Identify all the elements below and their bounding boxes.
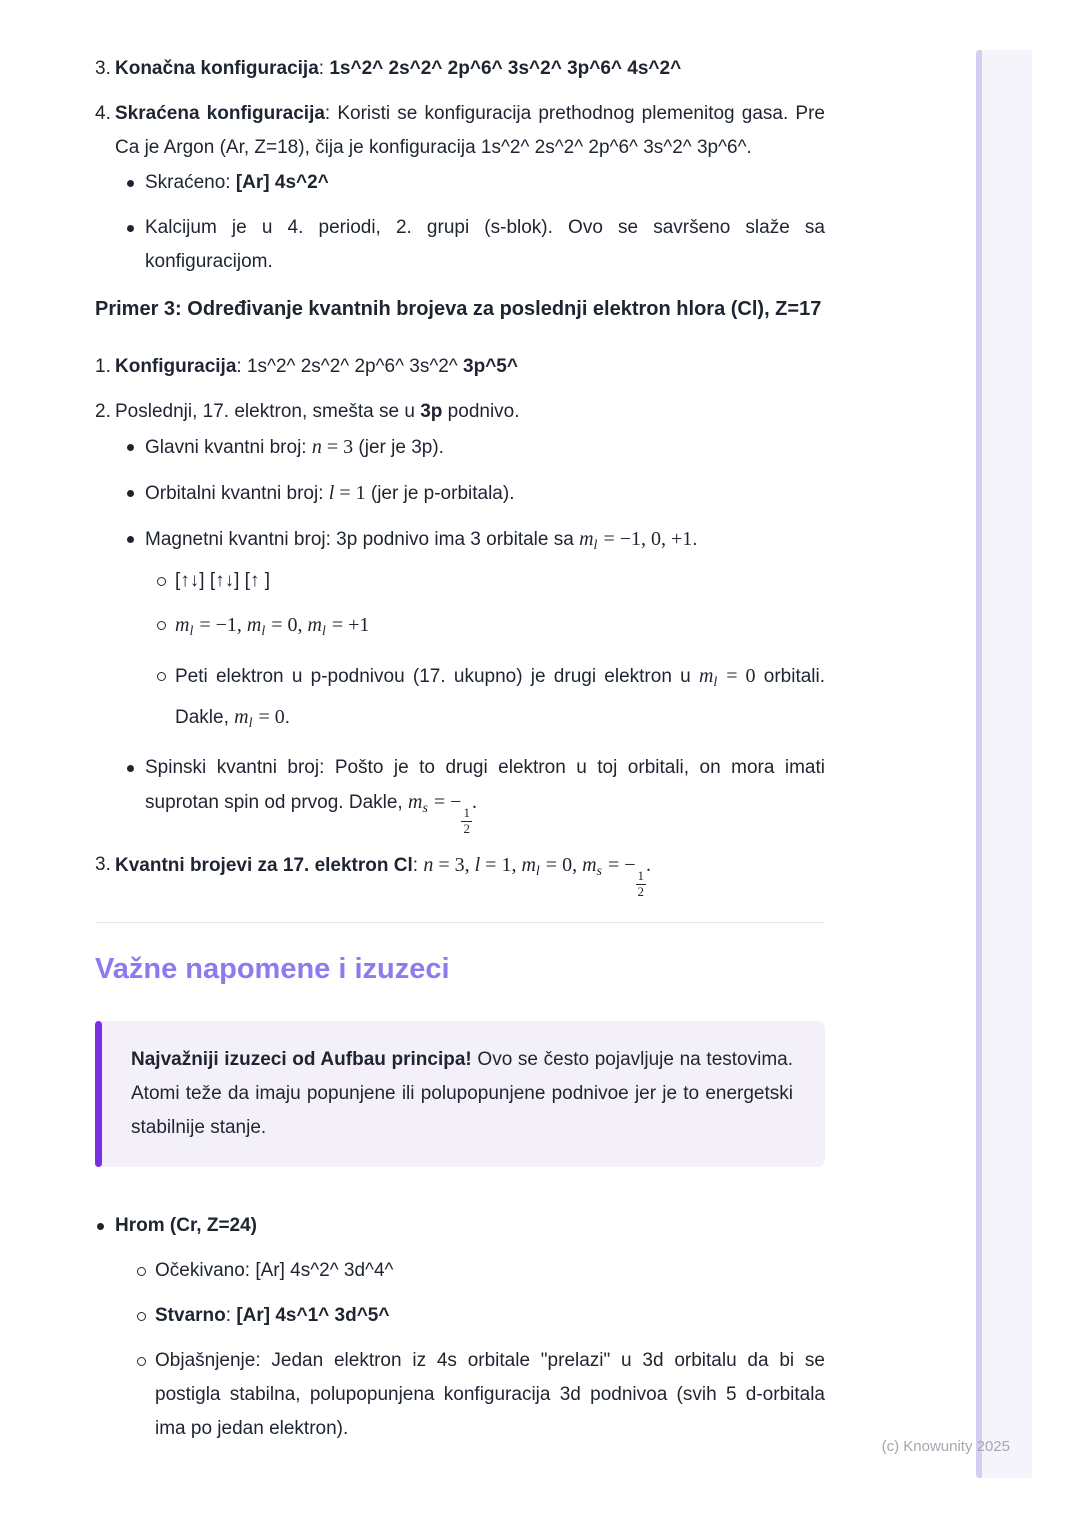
text-segment: Glavni kvantni broj: [145, 437, 312, 458]
math-segment: = −1, [194, 614, 247, 636]
list-item [95, 848, 825, 900]
list-item [125, 166, 825, 200]
list-item-text [175, 659, 825, 741]
list-item [135, 1254, 825, 1288]
list-marker [125, 166, 145, 200]
math-segment: l [474, 853, 481, 876]
math-segment: m [234, 706, 249, 728]
list-item [95, 52, 825, 86]
bullet-circle-icon [137, 1312, 146, 1321]
fraction-numerator: 1 [637, 867, 645, 883]
bullet-disc-icon [127, 444, 134, 451]
list-item-text [145, 430, 825, 465]
math-segment: m [246, 614, 262, 636]
text-segment: [Ar] 4s^1^ 3d^5^ [236, 1304, 390, 1326]
math-segment: = 0, [266, 614, 308, 636]
list-item [135, 1299, 825, 1333]
list-marker [135, 1254, 155, 1288]
bullet-circle-icon [157, 577, 166, 586]
text-segment: [Ar] 4s^2^ [235, 172, 329, 193]
list-item-text [115, 1209, 825, 1243]
text-segment: . [692, 529, 698, 550]
list-marker [125, 211, 145, 279]
text-segment: Kvantni brojevi za 17. elektron Cl [115, 854, 413, 876]
text-segment: Očekivano: [Ar] 4s^2^ 3d^4^ [155, 1259, 394, 1281]
list-item-text [145, 751, 825, 837]
text-segment: Skraćeno: [145, 172, 236, 193]
text-segment: Peti elektron u p-podnivou (17. ukupno) je drugi elektron u [175, 666, 699, 687]
text-segment: Ovo se često pojavljuje na testovima. Atomi teže da imaju popunjene ili polupopunjene podnivoe jer je to energetski stabilnije stanje. [131, 1048, 793, 1138]
list-item [155, 659, 825, 741]
fraction-denominator: 2 [463, 820, 470, 836]
list-marker: 4. [95, 103, 111, 124]
text-segment: orbitali. Dakle, [175, 666, 826, 728]
list-marker [125, 522, 145, 563]
math-segment: n [311, 436, 322, 458]
text-segment: (jer je 3p). [353, 437, 444, 458]
bullet-disc-icon [127, 536, 134, 543]
math-segment: m [307, 614, 322, 636]
list-marker [125, 751, 145, 837]
math-segment: m [408, 791, 423, 813]
math-segment: = − [602, 853, 636, 876]
text-segment: podnivo. [442, 401, 520, 422]
math-segment: n [423, 853, 434, 876]
callout-accent-bar [95, 1021, 102, 1167]
list-item-text [155, 1299, 825, 1333]
math-segment: l [321, 624, 326, 639]
text-segment: Stvarno [155, 1304, 226, 1326]
fraction [461, 806, 472, 837]
list-item-text [145, 211, 825, 279]
list-item [95, 395, 825, 429]
list-item-text [155, 1254, 825, 1288]
math-segment: l [713, 675, 718, 690]
math-segment: l [189, 624, 194, 639]
bullet-disc-icon [127, 765, 134, 772]
math-segment: = 3 [321, 436, 354, 458]
math-segment: l [261, 624, 266, 639]
math-segment: = −1, 0, +1 [598, 528, 693, 550]
list-marker: 3. [95, 853, 111, 875]
text-segment: Hrom (Cr, Z=24) [115, 1214, 258, 1236]
math-segment: = 3, [433, 853, 475, 876]
list-marker: 1. [95, 356, 111, 377]
math-segment: s [422, 801, 428, 816]
callout-text [131, 1043, 793, 1145]
list-item-text [155, 1344, 825, 1446]
text-segment: Poslednji, 17. elektron, smešta se u [115, 401, 421, 422]
math-segment: = 1, [480, 853, 522, 876]
math-segment: s [596, 863, 602, 879]
text-segment: Konfiguracija [115, 356, 237, 377]
list-item [95, 97, 825, 165]
math-segment: = 0 [253, 706, 285, 728]
math-segment: m [582, 853, 597, 876]
text-segment: Orbitalni kvantni broj: [145, 483, 329, 504]
text-segment: : [225, 1304, 237, 1326]
bullet-circle-icon [157, 621, 166, 630]
list-marker [155, 564, 175, 598]
text-segment: : Koristi se konfiguracija prethodnog plemenitog gasa. Pre Ca je Argon (Ar, Z=18), čija je konfiguracija 1s^2^ 2s^2^ 2p^6^ 3s^2^ 3p^6^. [115, 103, 825, 158]
document-content [95, 0, 825, 1457]
bullet-circle-icon [157, 672, 166, 681]
callout-box [95, 1021, 825, 1167]
bullet-disc-icon [127, 490, 134, 497]
math-segment: = 1 [334, 482, 366, 504]
math-segment: . [471, 791, 477, 813]
list-item-text [145, 166, 825, 200]
text-segment: (jer je p-orbitala). [365, 483, 515, 504]
list-item-text [175, 608, 825, 649]
section-heading [95, 951, 825, 987]
text-segment: . [284, 707, 291, 728]
list-item [125, 430, 825, 465]
bullet-circle-icon [137, 1357, 146, 1366]
bullet-disc-icon [97, 1223, 104, 1230]
text-segment: Konačna konfiguracija [115, 58, 319, 79]
list-item [95, 1209, 825, 1243]
math-segment: m [175, 614, 190, 636]
list-item-text [115, 395, 825, 429]
list-marker [135, 1299, 155, 1333]
math-segment: = 0, [540, 853, 583, 876]
math-segment: l [248, 716, 253, 731]
math-segment: = − [428, 791, 462, 813]
text-segment: 3p [420, 401, 443, 422]
list-marker: 3. [95, 58, 111, 79]
text-segment: Objašnjenje: Jedan elektron iz 4s orbitale "prelazi" u 3d orbitalu da bi se postigla stabilna, polupopunjena konfiguracija 3d podnivoa (svih 5 d-orbitala ima po jedan elektron). [155, 1349, 825, 1439]
math-segment: l [535, 863, 540, 879]
text-segment: 3p^5^ [463, 356, 518, 377]
list-item [125, 751, 825, 837]
section-divider [95, 922, 825, 923]
list-item [95, 350, 825, 384]
list-item-text [175, 564, 825, 598]
list-item [155, 608, 825, 649]
list-item-text [115, 52, 825, 86]
math-segment: = +1 [326, 614, 370, 636]
math-segment: m [698, 665, 714, 687]
list-item-text [115, 350, 825, 384]
list-item [135, 1344, 825, 1446]
list-marker [155, 608, 175, 649]
list-marker: 2. [95, 401, 111, 422]
math-segment: l [593, 538, 598, 553]
text-segment: Važne napomene i izuzeci [95, 952, 450, 985]
list-item [125, 476, 825, 511]
bullet-disc-icon [127, 180, 134, 187]
list-item-text [145, 522, 825, 563]
list-marker [125, 476, 145, 511]
math-segment: = 0 [718, 665, 756, 687]
text-segment: Primer 3: Određivanje kvantnih brojeva za poslednji elektron hlora (Cl), Z=17 [95, 298, 822, 320]
text-segment: : [318, 58, 330, 79]
list-marker [135, 1344, 155, 1446]
list-marker [95, 1209, 115, 1243]
text-segment: [↑↓] [↑↓] [↑ ] [175, 570, 271, 591]
text-segment: : [412, 854, 424, 876]
text-segment: Kalcijum je u 4. periodi, 2. grupi (s-blok). Ovo se savršeno slaže sa konfiguracijom. [145, 217, 825, 272]
text-segment: Najvažniji izuzeci od Aufbau principa! [131, 1048, 472, 1070]
list-item [125, 211, 825, 279]
text-segment: : 1s^2^ 2s^2^ 2p^6^ 3s^2^ [236, 356, 464, 377]
math-segment: m [579, 528, 594, 550]
math-segment: l [328, 482, 335, 504]
list-marker [125, 430, 145, 465]
list-item-text [145, 476, 825, 511]
bullet-circle-icon [137, 1267, 146, 1276]
fraction-numerator: 1 [463, 805, 470, 820]
side-panel-edge [976, 50, 1032, 1478]
math-segment: m [521, 853, 536, 876]
text-segment: Skraćena konfiguracija [115, 103, 325, 124]
list-marker [155, 659, 175, 741]
math-segment: . [646, 853, 652, 876]
example-heading [95, 290, 825, 328]
fraction [636, 869, 647, 900]
list-item-text [115, 848, 825, 900]
fraction-denominator: 2 [637, 883, 645, 899]
copyright-footer: (c) Knowunity 2025 [881, 1438, 1010, 1455]
text-segment: 1s^2^ 2s^2^ 2p^6^ 3s^2^ 3p^6^ 4s^2^ [329, 58, 682, 79]
list-item [155, 564, 825, 598]
text-segment: Magnetni kvantni broj: 3p podnivo ima 3 orbitale sa [145, 529, 580, 550]
list-item-text [115, 97, 825, 165]
bullet-disc-icon [127, 225, 134, 232]
text-segment: Spinski kvantni broj: Pošto je to drugi elektron u toj orbitali, on mora imati suprotan spin od prvog. Dakle, [145, 757, 825, 813]
list-item [125, 522, 825, 563]
